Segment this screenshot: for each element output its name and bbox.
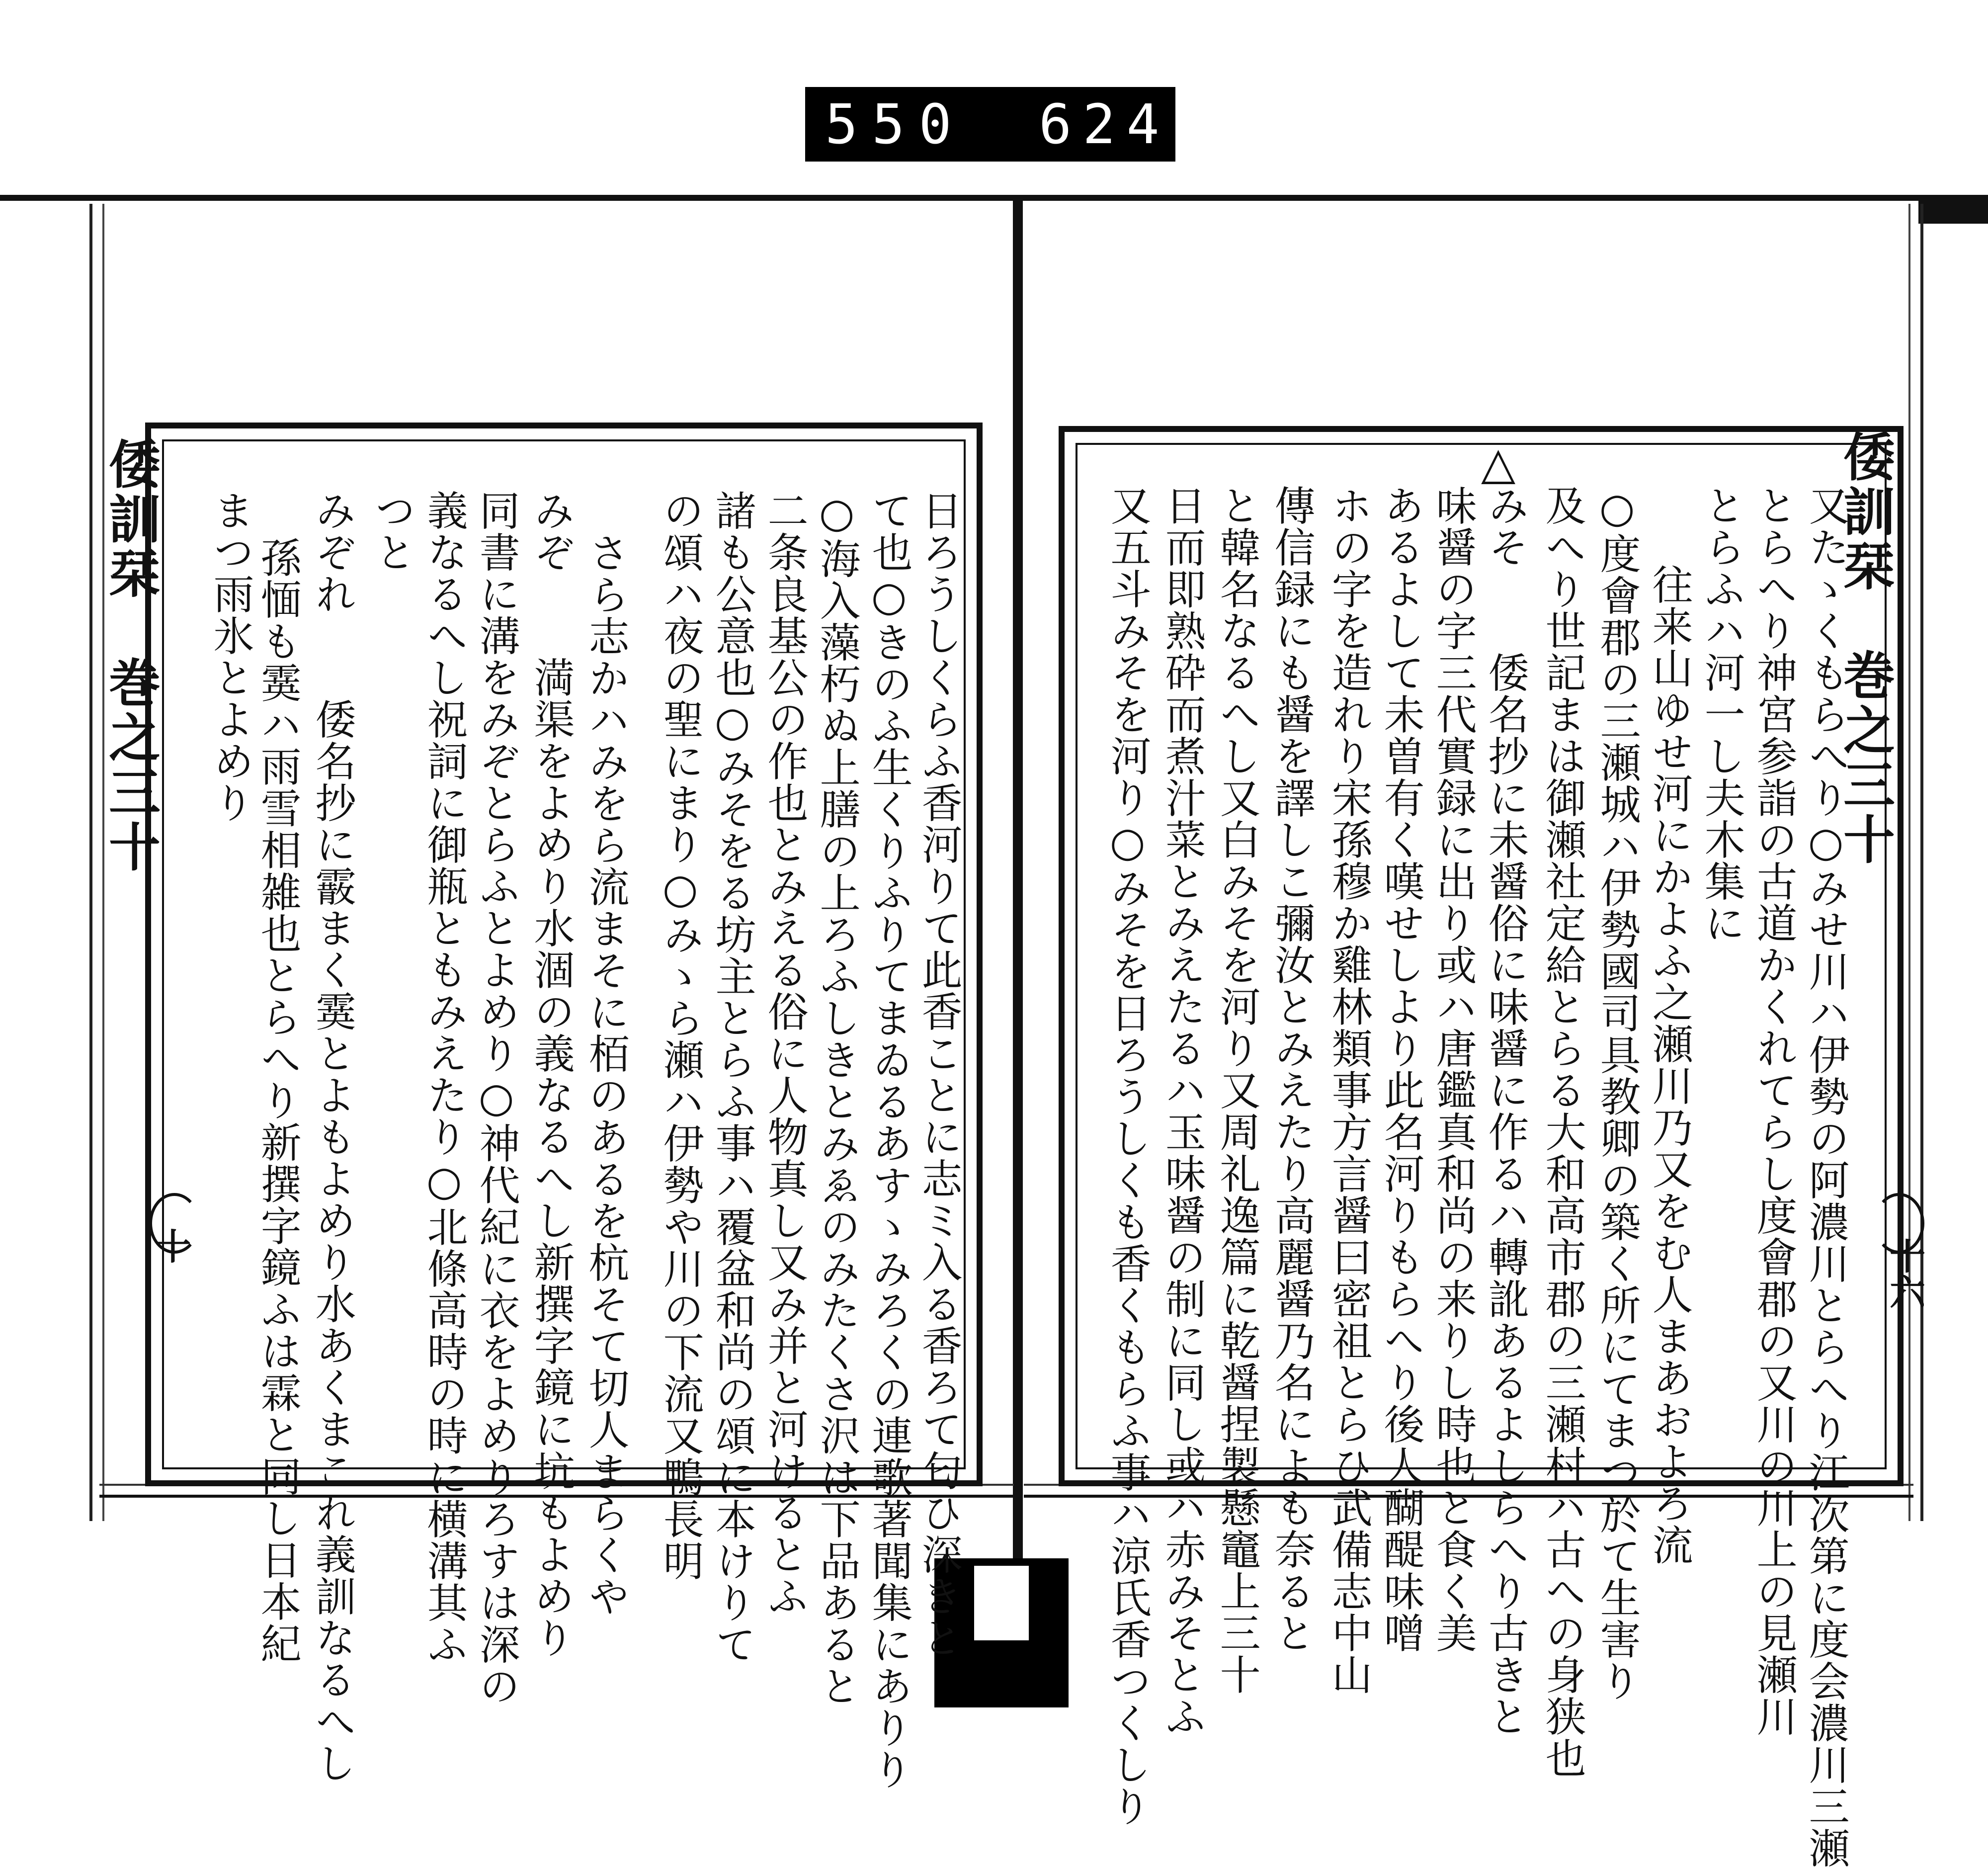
left-column-2: て也○きのふ生くりふりてまゐるあすゝみろくの連歌著聞集にありり xyxy=(865,490,913,1790)
left-folio-number: 十 xyxy=(149,1228,191,1264)
left-column-8: みぞ 満渠をよめり水涸の義なるへし新撰字鏡に坑もよめり xyxy=(527,490,575,1659)
left-column-11: つと xyxy=(368,490,416,573)
right-page-number: 624. xyxy=(1039,92,1214,156)
left-column-1: 日ろうしくらふ香河りて此香ことに志ミ入る香ろて匂ひ深きと xyxy=(915,490,963,1659)
left-margin-title: 倭訓栞 巻之三十 xyxy=(100,437,161,875)
right-column-4: 往来山ゆせ河にかよふ之瀬川乃又をむ人まあおよろ流 xyxy=(1646,522,1693,1566)
right-column-6: 及へり世記まは御瀬社定給とらる大和高市郡の三瀬村ハ古への身狭也 xyxy=(1539,485,1586,1779)
page-number-label xyxy=(805,87,1214,162)
top-edge-rule xyxy=(0,195,1988,201)
right-margin-title: 倭訓栞 巻之三十 xyxy=(1834,430,1896,867)
right-column-10: ホの字を造れり宋孫穆か雞林類事方言醤曰密祖とらひ武備志中山 xyxy=(1325,485,1373,1696)
triangle-marker-icon: △ xyxy=(1481,437,1516,490)
left-column-13: 孫愐も霙ハ雨雪相雑也とらへり新撰字鏡ふは霖と同し日本紀 xyxy=(254,537,302,1664)
left-column-7: さら志かハみをら流まそに栢のあるを杭そて切人まらくや xyxy=(582,532,630,1617)
right-column-2: とらへり神宮参詣の古道かくれてらし度會郡の又川の川上の見瀬川 xyxy=(1750,485,1798,1737)
right-folio-number: 十六 xyxy=(1884,1238,1926,1309)
right-column-3: とらふハ河一し夫木集に xyxy=(1698,485,1745,944)
spine-bottom-gap xyxy=(974,1566,1029,1640)
right-page-edge xyxy=(1908,204,1923,1521)
left-column-4: 二条良基公の作也とみえる俗に人物真し又み并と河けるとふ xyxy=(761,490,809,1617)
right-column-14: 又五斗みそを河り○みそを日ろうしくも香くもらふ事ハ涼氏香つくしり xyxy=(1104,485,1152,1827)
left-column-12: みぞれ 倭名抄に霰まく霙とよもよめり水あくまこれ義訓なるへし xyxy=(309,490,356,1784)
left-column-6: の頌ハ夜の聖にまり○みゝら瀬ハ伊勢や川の下流又鴨長明 xyxy=(657,490,704,1582)
right-column-12: と韓名なるへし又白みそを河り又周礼逸篇に乾醤捏製懸竈上三十 xyxy=(1213,485,1261,1696)
left-column-5: 諸も公意也○みそをる坊主とらふ事ハ覆盆和尚の頌に本けりて xyxy=(709,490,756,1665)
book-spine xyxy=(1013,195,1023,1562)
left-column-10: 義なるへし祝詞に御瓶ともみえたり○北條高時の時に横溝其ふ xyxy=(420,490,468,1665)
left-column-9: 同書に溝をみぞとらふとよめり○神代紀に衣をよめりろすは深の xyxy=(473,490,520,1707)
right-column-1: 又たゝくもらへり○みせ川ハ伊勢の阿濃川とらへり江次第に度会濃川三瀬 xyxy=(1802,485,1850,1869)
right-column-5: ○度會郡の三瀬城ハ伊勢國司具教卿の築く所にてまつ於て生害り xyxy=(1593,485,1641,1702)
left-column-3: ○海入藻朽ぬ上膳の上ろふしきとみゑのみたくさ沢は下品あると xyxy=(813,490,861,1707)
right-column-9: あるよして未曽有く嘆せしより此名河りもらへり後人醐醍味噌 xyxy=(1377,485,1425,1654)
top-edge-tab xyxy=(1918,199,1988,224)
left-page-number: 550 xyxy=(825,92,966,156)
right-column-8: 味醤の字三代實録に出り或ハ唐鑑真和尚の来りし時也と食く美 xyxy=(1429,485,1477,1654)
right-column-7: みそ 倭名抄に未醤俗に味醤に作るハ轉訛あるよしらへり古きと xyxy=(1482,485,1529,1737)
right-column-13: 日而即熟砕而煮汁菜とみえたるハ玉味醤の制に同し或ハ赤みそとふ xyxy=(1159,485,1206,1737)
left-column-14: まつ雨氷とよめり xyxy=(207,490,254,824)
right-column-11: 傳信録にも醤を譯しこ彌汝とみえたり高麗醤乃名によも奈ると xyxy=(1268,485,1316,1654)
